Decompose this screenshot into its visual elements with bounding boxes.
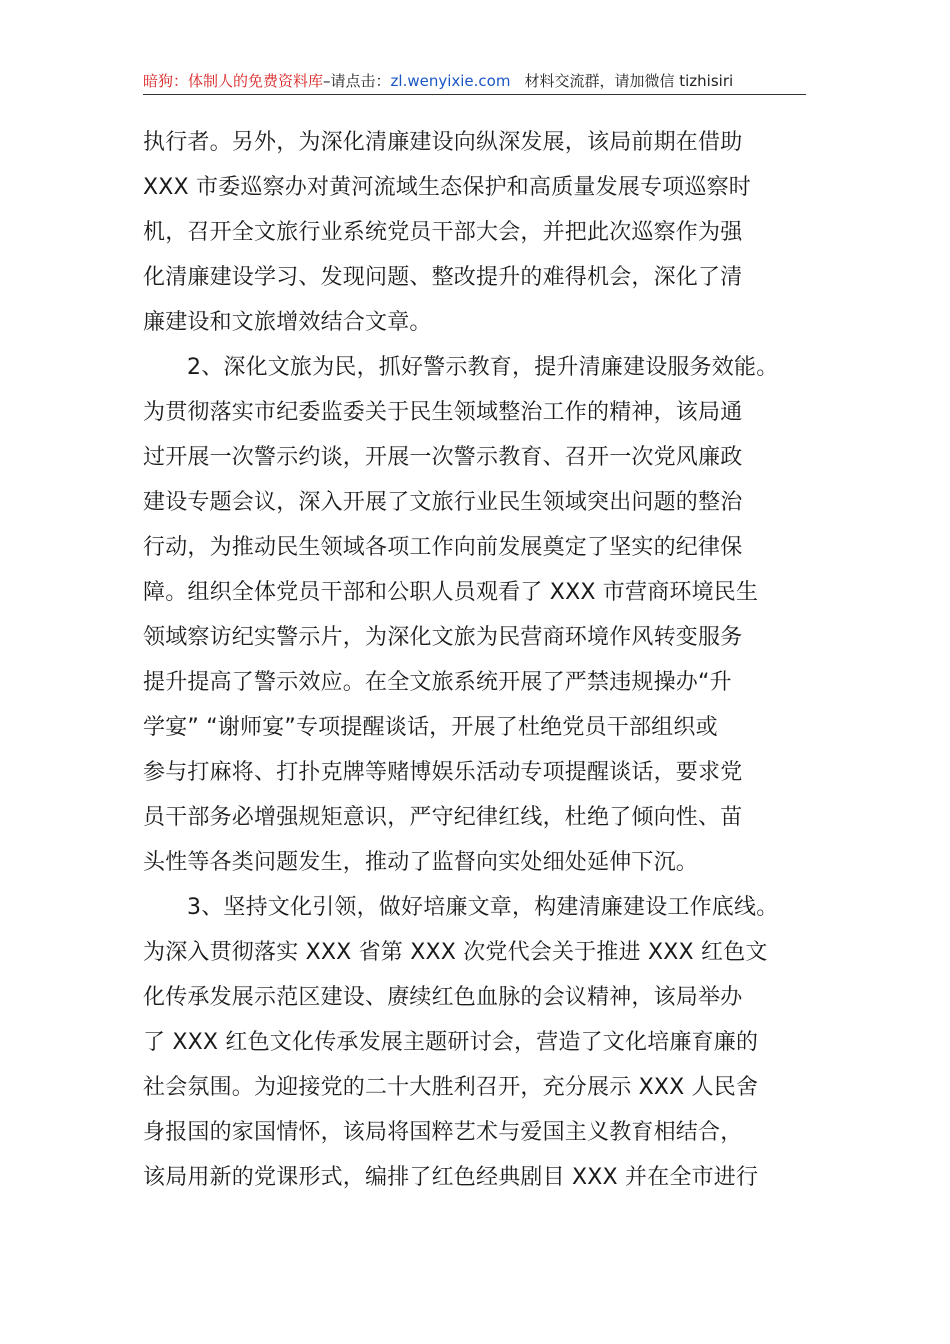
text-line: 化清廉建设学习、发现问题、整改提升的难得机会，深化了清	[143, 265, 743, 290]
header-brand-text: 暗狗：体制人的免费资料库	[143, 72, 324, 90]
text-line: 了 XXX 红色文化传承发展主题研讨会，营造了文化培廉育廉的	[143, 1030, 759, 1055]
header-group-text: 材料交流群，请加微信 tizhisiri	[524, 72, 734, 90]
text-line: 行动，为推动民生领域各项工作向前发展奠定了坚实的纪律保	[143, 535, 743, 560]
text-line: 廉建设和文旅增效结合文章。	[143, 310, 432, 335]
text-line: 机，召开全文旅行业系统党员干部大会，并把此次巡察作为强	[143, 220, 743, 245]
header-url-link[interactable]: zl.wenyixie.com	[390, 72, 511, 90]
text-line: 领域察访纪实警示片，为深化文旅为民营商环境作风转变服务	[143, 625, 743, 650]
text-line: XXX 市委巡察办对黄河流域生态保护和高质量发展专项巡察时	[143, 175, 752, 200]
document-body	[143, 120, 807, 1200]
text-line: 头性等各类问题发生，推动了监督向实处细处延伸下沉。	[143, 850, 699, 875]
section-heading-line: 3、坚持文化引领，做好培廉文章，构建清廉建设工作底线。	[187, 895, 779, 920]
text-line: 障。组织全体党员干部和公职人员观看了 XXX 市营商环境民生	[143, 580, 759, 605]
text-line: 参与打麻将、打扑克牌等赌博娱乐活动专项提醒谈话，要求党	[143, 760, 743, 785]
text-line: 员干部务必增强规矩意识，严守纪律红线，杜绝了倾向性、苗	[143, 805, 743, 830]
text-line: 建设专题会议，深入开展了文旅行业民生领域突出问题的整治	[143, 490, 743, 515]
header-prompt-text: –请点击：	[323, 72, 391, 90]
document-header	[143, 68, 806, 95]
text-line: 化传承发展示范区建设、赓续红色血脉的会议精神，该局举办	[143, 985, 743, 1010]
section-heading-line: 2、深化文旅为民，抓好警示教育，提升清廉建设服务效能。	[187, 355, 779, 380]
text-line: 提升提高了警示效应。在全文旅系统开展了严禁违规操办“升	[143, 670, 732, 695]
text-line: 为贯彻落实市纪委监委关于民生领域整治工作的精神，该局通	[143, 400, 743, 425]
text-line: 执行者。另外，为深化清廉建设向纵深发展，该局前期在借助	[143, 130, 743, 155]
text-line: 身报国的家国情怀，该局将国粹艺术与爱国主义教育相结合，	[143, 1120, 743, 1145]
text-line: 该局用新的党课形式，编排了红色经典剧目 XXX 并在全市进行	[143, 1165, 759, 1190]
text-line: 为深入贯彻落实 XXX 省第 XXX 次党代会关于推进 XXX 红色文	[143, 940, 768, 965]
text-line: 学宴” “谢师宴”专项提醒谈话，开展了杜绝党员干部组织或	[143, 715, 718, 740]
text-line: 过开展一次警示约谈，开展一次警示教育、召开一次党风廉政	[143, 445, 743, 470]
text-line: 社会氛围。为迎接党的二十大胜利召开，充分展示 XXX 人民舍	[143, 1075, 759, 1100]
